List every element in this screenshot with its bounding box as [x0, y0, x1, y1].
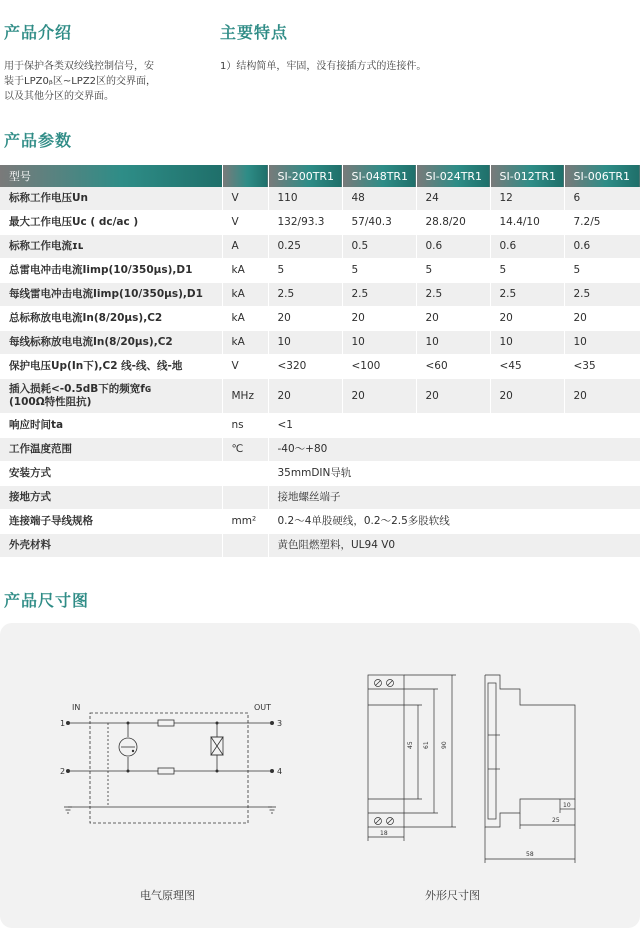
schematic-diagram: [0, 623, 640, 928]
param-unit: [222, 486, 268, 510]
header-unit: [222, 165, 268, 187]
param-name: [0, 187, 222, 211]
param-value: 20: [342, 307, 416, 331]
param-value: 20: [490, 307, 564, 331]
param-value: 10: [564, 331, 640, 355]
param-value: 2.5: [416, 283, 490, 307]
table-row: [0, 510, 640, 534]
param-value: 2.5: [342, 283, 416, 307]
param-value: 48: [342, 187, 416, 211]
dim-90: 90: [441, 741, 448, 749]
param-value: 5: [268, 259, 342, 283]
header-si-024tr1: SI-024TR1: [416, 165, 490, 187]
pin-3: 3: [277, 719, 283, 728]
table-row: [0, 414, 640, 438]
param-value: 20: [416, 379, 490, 414]
dim-18: 18: [380, 830, 388, 837]
param-name-line: 标称工作电流ɪʟ: [9, 240, 84, 252]
param-unit: A: [222, 235, 268, 259]
outline-front-view: [368, 675, 456, 841]
param-value: 0.6: [564, 235, 640, 259]
param-unit: MHz: [222, 379, 268, 414]
param-value: 2.5: [268, 283, 342, 307]
dimensions-title: 产品尺寸图: [4, 591, 90, 610]
dim-45: 45: [407, 741, 414, 749]
param-value: 20: [268, 307, 342, 331]
pin-1: 1: [60, 719, 66, 728]
table-row: [0, 355, 640, 379]
param-value: 7.2/5: [564, 211, 640, 235]
param-value: 2.5: [564, 283, 640, 307]
param-name: [0, 438, 222, 462]
param-value: 10: [268, 331, 342, 355]
table-row: [0, 486, 640, 510]
param-value: 20: [564, 379, 640, 414]
param-name-line: 最大工作电压Uc ( dc/ac ): [9, 216, 139, 228]
intro-line: 装于LPZ0ᵦ区~LPZ2区的交界面，: [4, 76, 157, 87]
param-value-span: 35mmDIN导轨: [268, 462, 640, 486]
dim-58: 58: [526, 851, 534, 858]
spec-table: [0, 165, 640, 558]
param-name-line: 每线标称放电电流In(8/20μs),C2: [9, 336, 173, 348]
param-unit: mm²: [222, 510, 268, 534]
param-value: 110: [268, 187, 342, 211]
param-name: [0, 211, 222, 235]
param-unit: [222, 462, 268, 486]
param-value: 10: [490, 331, 564, 355]
param-name-line: 总雷电冲击电流Iimp(10/350μs),D1: [9, 264, 193, 276]
intro-text: [4, 59, 204, 104]
param-value: 6: [564, 187, 640, 211]
param-name-line: 插入损耗<-0.5dB下的频宽fɢ: [9, 383, 152, 395]
param-value: 0.25: [268, 235, 342, 259]
schematic-out-label: OUT: [254, 703, 272, 712]
features-title: 主要特点: [220, 23, 289, 42]
param-name-line: (100Ω特性阻抗): [9, 396, 92, 408]
param-value-span: -40～+80: [268, 438, 640, 462]
param-unit: kA: [222, 331, 268, 355]
param-value: 2.5: [490, 283, 564, 307]
outline-side-view: [485, 675, 575, 863]
param-value: 5: [564, 259, 640, 283]
param-value-span: 黄色阻燃塑料，UL94 V0: [268, 534, 640, 558]
header-si-012tr1: SI-012TR1: [490, 165, 564, 187]
header-si-048tr1: SI-048TR1: [342, 165, 416, 187]
param-value: 20: [564, 307, 640, 331]
param-value: 5: [416, 259, 490, 283]
param-value: 28.8/20: [416, 211, 490, 235]
table-row: [0, 187, 640, 211]
pin-4: 4: [277, 767, 283, 776]
schematic-caption: 电气原理图: [140, 889, 195, 902]
intro-line: 用于保护各类双绞线控制信号，安: [4, 61, 154, 72]
diagram-panel: [0, 623, 640, 928]
param-name: [0, 235, 222, 259]
table-row: [0, 235, 640, 259]
schematic-in-label: IN: [72, 703, 81, 712]
table-row: [0, 438, 640, 462]
param-value: 5: [490, 259, 564, 283]
param-name: [0, 331, 222, 355]
intro-title: 产品介绍: [4, 23, 73, 42]
param-value: 57/40.3: [342, 211, 416, 235]
param-name-line: 工作温度范围: [9, 443, 72, 455]
param-value: 10: [342, 331, 416, 355]
param-name: [0, 486, 222, 510]
param-name-line: 安装方式: [9, 467, 51, 479]
intro-line: 以及其他分区的交界面。: [4, 91, 114, 102]
param-name-line: 每线雷电冲击电流Iimp(10/350μs),D1: [9, 288, 203, 300]
param-name: [0, 355, 222, 379]
param-value-span: 0.2～4单股硬线，0.2～2.5多股软线: [268, 510, 640, 534]
param-unit: V: [222, 355, 268, 379]
header-si-200tr1: SI-200TR1: [268, 165, 342, 187]
param-value: <35: [564, 355, 640, 379]
param-name-line: 标称工作电压Un: [9, 192, 89, 204]
param-unit: ns: [222, 414, 268, 438]
param-value: 0.5: [342, 235, 416, 259]
param-value-span: <1: [268, 414, 640, 438]
param-value: 24: [416, 187, 490, 211]
table-header-row: [0, 165, 640, 187]
param-unit: [222, 534, 268, 558]
param-value: 0.6: [490, 235, 564, 259]
param-name: [0, 379, 222, 414]
param-value: 20: [416, 307, 490, 331]
param-value: <45: [490, 355, 564, 379]
param-name: [0, 307, 222, 331]
param-value: 14.4/10: [490, 211, 564, 235]
feature-item: 1）结构简单，牢固，没有接插方式的连接件。: [220, 61, 427, 72]
param-value: <100: [342, 355, 416, 379]
table-row: [0, 307, 640, 331]
param-value: 10: [416, 331, 490, 355]
param-name-line: 响应时间ta: [9, 419, 64, 431]
param-unit: kA: [222, 259, 268, 283]
dim-10: 10: [563, 802, 571, 809]
table-row: [0, 462, 640, 486]
params-title: 产品参数: [4, 131, 73, 150]
param-unit: kA: [222, 283, 268, 307]
param-name: [0, 462, 222, 486]
table-row: [0, 211, 640, 235]
param-name-line: 保护电压Up(In下),C2 线-线、线-地: [9, 360, 183, 372]
table-row: [0, 331, 640, 355]
param-name-line: 总标称放电电流In(8/20μs),C2: [9, 312, 163, 324]
param-name: [0, 534, 222, 558]
param-value: 12: [490, 187, 564, 211]
param-value: 5: [342, 259, 416, 283]
param-name-line: 外壳材料: [9, 539, 51, 551]
param-value: <320: [268, 355, 342, 379]
param-name: [0, 510, 222, 534]
param-value: 0.6: [416, 235, 490, 259]
param-value: 20: [490, 379, 564, 414]
param-value-span: 接地螺丝端子: [268, 486, 640, 510]
param-name-line: 连接端子导线规格: [9, 515, 93, 527]
param-name-line: 接地方式: [9, 491, 51, 503]
table-row: [0, 259, 640, 283]
param-unit: V: [222, 211, 268, 235]
dim-61: 61: [423, 741, 430, 749]
param-value: <60: [416, 355, 490, 379]
param-value: 20: [268, 379, 342, 414]
param-value: 20: [342, 379, 416, 414]
param-name: [0, 283, 222, 307]
table-row: [0, 379, 640, 414]
table-row: [0, 534, 640, 558]
param-unit: V: [222, 187, 268, 211]
param-name: [0, 414, 222, 438]
table-row: [0, 283, 640, 307]
header-si-006tr1: SI-006TR1: [564, 165, 640, 187]
param-value: 132/93.3: [268, 211, 342, 235]
pin-2: 2: [60, 767, 66, 776]
dim-25: 25: [552, 817, 560, 824]
outline-caption: 外形尺寸图: [425, 889, 480, 902]
header-model: 型号: [0, 165, 222, 187]
param-unit: ℃: [222, 438, 268, 462]
param-name: [0, 259, 222, 283]
param-unit: kA: [222, 307, 268, 331]
